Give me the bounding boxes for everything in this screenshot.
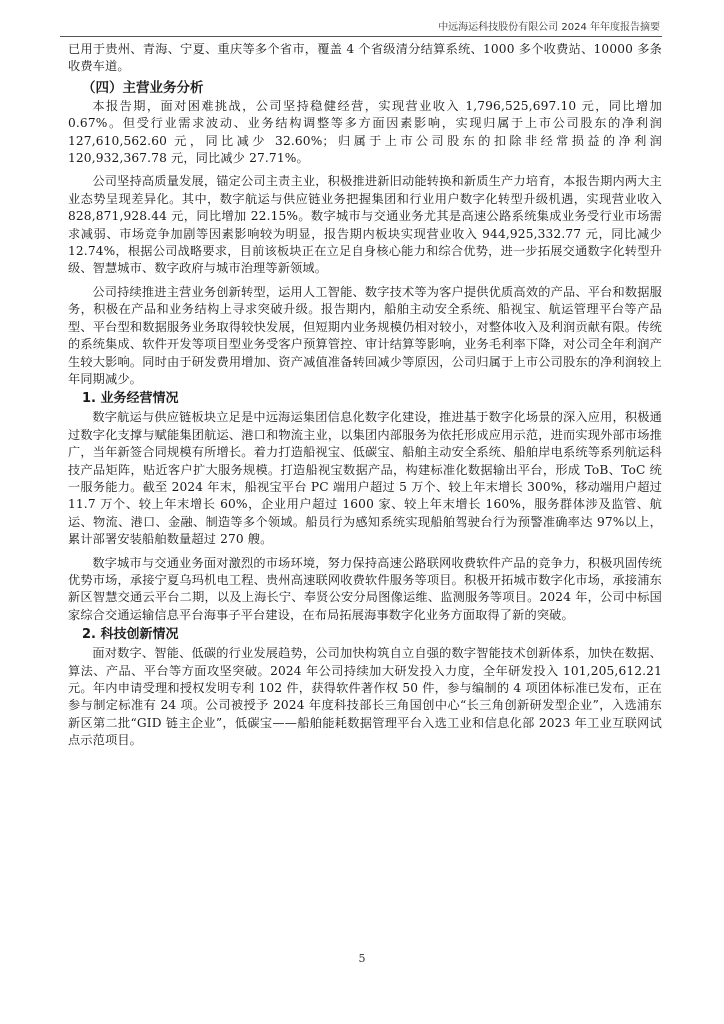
intro-continuation-paragraph: 已用于贵州、青海、宁夏、重庆等多个省市，覆盖 4 个省级清分结算系统、1000 多个收费站、10000 多条收费车道。 [68, 42, 662, 74]
subsection-2-paragraph-1: 面对数字、智能、低碳的行业发展趋势，公司加快构筑自立自强的数字智能技术创新体系，加快在数据、算法、产品、平台等方面攻坚突破。2024 年公司持续加大研发投入力度，全年研发投入 101,205,612.21 元。年内申请受理和授权发明专利 102 件，获得软件著作权 50 件，参与编制的 4 项团体标准已发布，正在参与制定标准有 24 项。公司被授予 2024 年度科技部长三角国创中心“长三角创新研发型企业”，入选浦东新区第二批“GID 链主企业”，低碳宝——船舶能耗数据管理平台入选工业和信息化部 2023 年工业互联网试点示范项目。 [68, 646, 662, 748]
subsection-1-heading: 1. 业务经营情况 [82, 391, 179, 407]
page-content [68, 41, 662, 750]
report-header-title: 中远海运科技股份有限公司 2024 年年度报告摘要 [438, 22, 660, 33]
subsection-1-paragraph-1: 数字航运与供应链板块立足是中远海运集团信息化数字化建设，推进基于数字化场景的深入应用，积极通过数字化支撑与赋能集团航运、港口和物流主业，以集团内部服务为依托形成应用示范，进而实现外部市场推广，当年新签合同规模有所增长。着力打造船视宝、低碳宝、船舶主动安全系统、船舶岸电系统等系列航运科技产品矩阵，贴近客户扩大服务规模。打造船视宝数据产品，构建标准化数据输出平台，形成 ToB、ToC 统一服务能力。截至 2024 年末，船视宝平台 PC 端用户超过 5 万个、较上年末增长 300%，移动端用户超过 11.7 万个、较上年末增长 60%，企业用户超过 1600 家、较上年末增长 160%，服务群体涉及监管、航运、物流、港口、金融、制造等多个领域。船员行为感知系统实现船舶驾驶台行为预警准确率达 97%以上，累计部署安装船舶数量超过 270 艘。 [68, 410, 662, 547]
page-number: 5 [358, 952, 366, 965]
subsection-1-paragraph-2: 数字城市与交通业务面对激烈的市场环境，努力保持高速公路联网收费软件产品的竞争力，积极巩固传统优势市场，承接宁夏乌玛机电工程、贵州高速联网收费软件服务等项目。积极开拓城市数字化市场，承接浦东新区智慧交通云平台二期，以及上海长宁、奉贤公安分局图像运维、监测服务等项目。2024 年，公司中标国家综合交通运输信息平台海事子平台建设，在布局拓展海事数字化业务方面取得了新的突破。 [68, 555, 662, 622]
subsection-2-heading: 2. 科技创新情况 [82, 627, 179, 643]
section-4-paragraph-3: 公司持续推进主营业务创新转型，运用人工智能、数字技术等为客户提供优质高效的产品、平台和数据服务，积极在产品和业务结构上寻求突破升级。报告期内，船舶主动安全系统、船视宝、航运管理平台等产品型、平台型和数据服务业务取得较快发展，但短期内业务规模仍相对较小，对整体收入及利润贡献有限。传统的系统集成、软件开发等项目型业务受客户预算管控、审计结算等影响，业务毛利率下降，对公司全年利润产生较大影响。同时由于研发费用增加、资产减值准备转回减少等原因，公司归属于上市公司股东的净利润较上年同期减少。 [68, 284, 662, 386]
header-divider [60, 36, 662, 37]
section-4-paragraph-1: 本报告期，面对困难挑战，公司坚持稳健经营，实现营业收入 1,796,525,697.10 元，同比增加 0.67%。但受行业需求波动、业务结构调整等多方面因素影响，实现归属于上市公司股东的净利润 127,610,562.60 元，同比减少 32.60%；归属于上市公司股东的扣除非经常损益的净利润 120,932,367.78 元，同比减少 27.71%。 [68, 98, 662, 166]
section-4-paragraph-2: 公司坚持高质量发展，锚定公司主责主业，积极推进新旧动能转换和新质生产力培育，本报告期内两大主业态势呈现差异化。其中，数字航运与供应链业务把握集团和行业用户数字化转型升级机遇，实现营业收入 828,871,928.44 元，同比增加 22.15%。数字城市与交通业务尤其是高速公路系统集成业务受行业市场需求减弱、市场竞争加剧等因素影响较为明显，报告期内板块实现营业收入 944,925,332.77 元，同比减少 12.74%，根据公司战略要求，目前该板块正在立足自身核心能力和综合优势，进一步拓展交通数字化转型升级、智慧城市、数字政府与城市治理等新领域。 [68, 174, 662, 276]
section-4-heading: （四）主营业务分析 [82, 79, 204, 96]
